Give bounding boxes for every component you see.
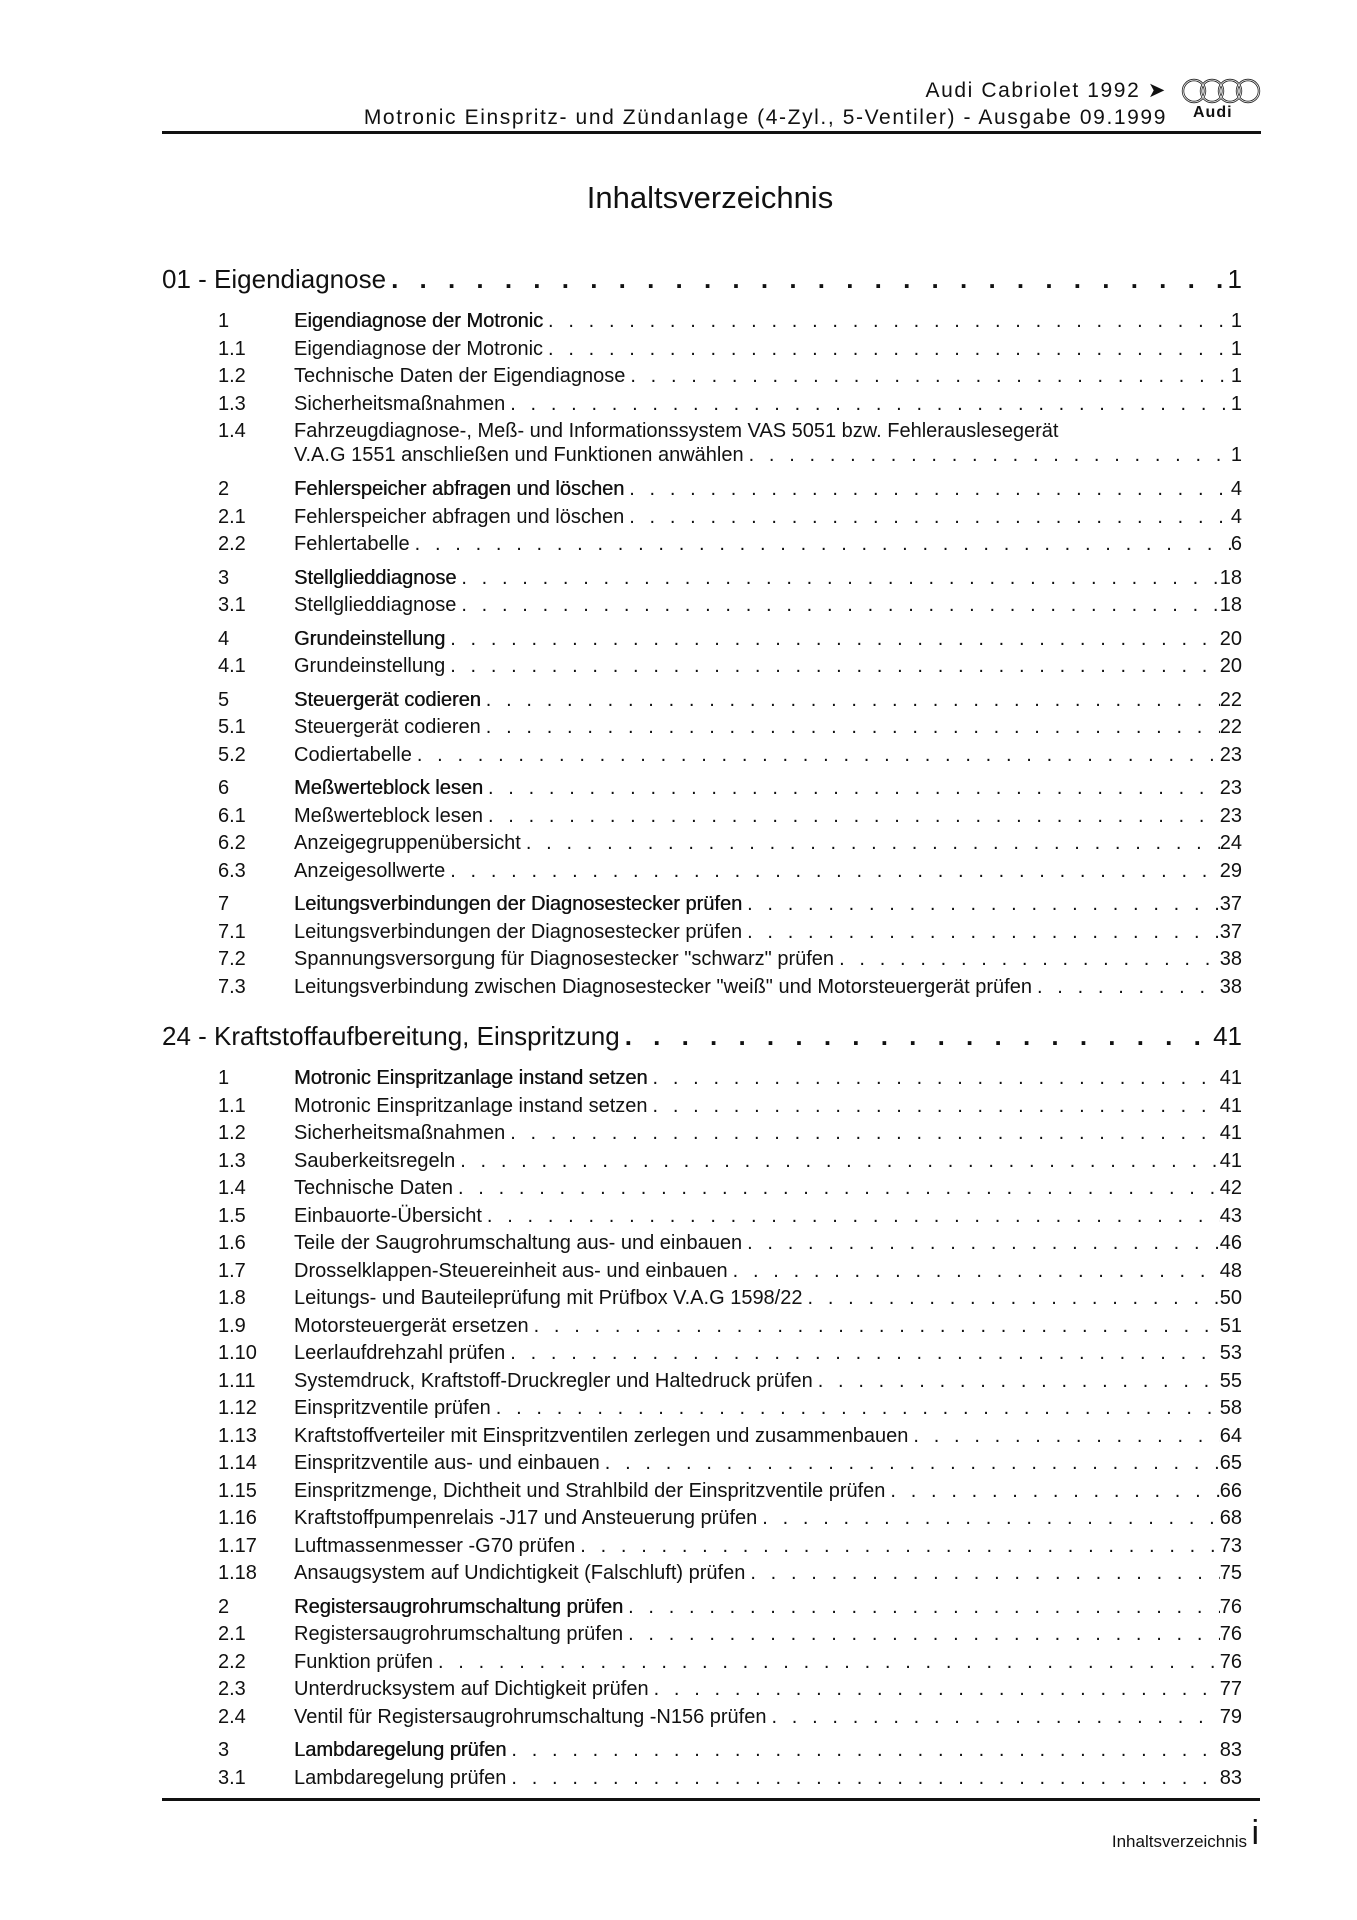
toc-chapter[interactable] (162, 264, 1242, 304)
toc-label: Drosselklappen-Steuereinheit aus- und einbauen (294, 1259, 728, 1282)
toc-page-number: 79 (1219, 1705, 1242, 1728)
toc-page-number: 50 (1219, 1287, 1242, 1309)
toc-page-number: 66 (1219, 1479, 1242, 1502)
toc-subsection[interactable] (162, 921, 1242, 949)
toc-number: 1.12 (218, 1397, 257, 1419)
toc-subsection[interactable] (162, 1260, 1242, 1288)
toc-leader-dots (834, 948, 1220, 971)
toc-subsection[interactable] (162, 860, 1242, 888)
toc-number: 1.9 (218, 1314, 246, 1337)
toc-number: 1.17 (218, 1534, 257, 1557)
toc-label: Registersaugrohrumschaltung prüfen (294, 1623, 624, 1645)
toc-subsection[interactable] (162, 948, 1242, 976)
toc-page-number: 68 (1219, 1507, 1242, 1529)
toc-label: Motronic Einspritzanlage instand setzen (294, 1094, 648, 1117)
toc-label: Fehlerspeicher abfragen und löschen (294, 505, 625, 528)
toc-leader-dots (483, 777, 1220, 800)
toc-number: 1.15 (218, 1479, 257, 1502)
toc-label: Steuergerät codieren (294, 716, 481, 738)
toc-leader-dots (742, 893, 1220, 916)
toc-page-number: 76 (1219, 1650, 1242, 1673)
toc-page-number: 41 (1219, 1122, 1242, 1144)
toc-page-number: 23 (1219, 743, 1242, 766)
toc-number: 1.6 (218, 1232, 246, 1254)
toc-subsection[interactable] (162, 420, 1242, 472)
toc-number: 1.2 (218, 1122, 246, 1144)
toc-subsection[interactable] (162, 1315, 1242, 1343)
toc-page-number: 1 (1230, 444, 1242, 466)
toc-leader-dots (456, 567, 1219, 590)
toc-label: Lambdaregelung prüfen (294, 1739, 507, 1761)
toc-leader-dots (648, 1067, 1220, 1090)
toc-label: Teile der Saugrohrumschaltung aus- und einbauen (294, 1232, 743, 1254)
toc-label: Fehlerspeicher abfragen und löschen (294, 478, 625, 500)
toc-label: Spannungsversorgung für Diagnosestecker "schwarz" prüfen (294, 948, 835, 970)
toc-leader-dots (745, 1562, 1219, 1585)
toc-subsection[interactable] (162, 365, 1242, 393)
toc-page-number: 1 (1230, 392, 1242, 415)
toc-subsection[interactable] (162, 1623, 1242, 1651)
toc-page-number: 76 (1219, 1623, 1242, 1645)
toc-page-number: 58 (1219, 1397, 1242, 1419)
toc-label: Fahrzeugdiagnose-, Meß- und Informationssystem VAS 5051 bzw. Fehlerauslesegerät (294, 420, 1059, 442)
toc-label: Kraftstoffverteiler mit Einspritzventilen zerlegen und zusammenbauen (294, 1424, 909, 1447)
toc-label: Ansaugsystem auf Undichtigkeit (Falschluft) prüfen (294, 1562, 746, 1584)
toc-label: Kraftstoffpumpenrelais -J17 und Ansteuerung prüfen (294, 1507, 758, 1529)
toc-leader-dots (455, 1150, 1220, 1173)
toc-page-number: 38 (1219, 948, 1242, 970)
toc-label: Anzeigesollwerte (294, 859, 446, 882)
toc-page-number: 22 (1219, 716, 1242, 738)
toc-leader-dots (742, 1232, 1220, 1255)
toc-number: 2 (218, 1595, 230, 1618)
toc-page-number: 83 (1219, 1766, 1242, 1789)
toc-leader-dots (600, 1452, 1220, 1475)
toc-leader-dots (453, 1177, 1220, 1200)
toc-subsection[interactable] (162, 716, 1242, 744)
toc-number: 1.11 (218, 1369, 256, 1392)
toc-number: 1 (218, 310, 230, 332)
toc-subsection[interactable] (162, 1452, 1242, 1480)
toc-number: 4.1 (218, 655, 246, 677)
toc-page-number: 55 (1219, 1369, 1242, 1392)
toc-number: 2.2 (218, 533, 246, 555)
toc-page-number: 1 (1230, 310, 1242, 332)
toc-number: 7.2 (218, 948, 246, 970)
toc-section[interactable] (162, 1739, 1242, 1767)
toc-leader-dots (521, 832, 1220, 855)
toc-leader-dots (623, 1596, 1220, 1619)
toc-section[interactable] (162, 478, 1242, 506)
toc-subsection[interactable] (162, 1767, 1242, 1795)
toc-label: Leitungsverbindung zwischen Diagnosestecker "weiß" und Motorsteuergerät prüfen (294, 975, 1032, 998)
toc-page-number: 18 (1219, 594, 1242, 616)
toc-page-number: 51 (1219, 1314, 1242, 1337)
toc-subsection[interactable] (162, 832, 1242, 860)
toc-leader-dots (482, 1205, 1220, 1228)
toc-number: 1.5 (218, 1204, 246, 1227)
toc-label: Technische Daten (294, 1177, 453, 1199)
audi-logo-wordmark: Audi (1193, 104, 1233, 121)
footer-page-number: i (1251, 1814, 1259, 1852)
toc-subsection[interactable] (162, 1287, 1242, 1315)
toc-chapter[interactable] (162, 1021, 1242, 1061)
toc-leader-dots (742, 921, 1220, 944)
toc-page-number: 18 (1219, 566, 1242, 589)
toc-number: 5.1 (218, 716, 246, 738)
toc-subsection[interactable] (162, 1342, 1242, 1370)
toc-number: 3 (218, 1739, 230, 1761)
toc-section[interactable] (162, 310, 1242, 338)
toc-leader-dots (543, 310, 1231, 333)
toc-leader-dots (908, 1425, 1219, 1448)
toc-label: Einbauorte-Übersicht (294, 1204, 482, 1227)
toc-section[interactable] (162, 628, 1242, 656)
toc-subsection[interactable] (162, 1095, 1242, 1123)
footer-rule (162, 1798, 1260, 1801)
toc-page-number: 20 (1219, 627, 1242, 650)
header-manual-title: Motronic Einspritz- und Zündanlage (4-Zyl., 5-Ventiler) - Ausgabe 09.1999 (363, 106, 1167, 129)
toc-number: 1.3 (218, 1149, 246, 1172)
toc-label: Eigendiagnose der Motronic (294, 337, 544, 360)
toc-subsection[interactable] (162, 533, 1242, 561)
toc-leader-dots (506, 1767, 1219, 1790)
toc-label: Leitungsverbindungen der Diagnosestecker prüfen (294, 920, 743, 943)
toc-page-number: 29 (1219, 859, 1242, 882)
toc-label: Grundeinstellung (294, 627, 446, 650)
toc-leader-dots (483, 805, 1220, 828)
toc-label: Steuergerät codieren (294, 688, 481, 711)
toc-label: Technische Daten der Eigendiagnose (294, 365, 626, 387)
toc-label: Grundeinstellung (294, 655, 446, 677)
toc-leader-dots (543, 338, 1231, 361)
toc-number: 1.2 (218, 365, 246, 387)
toc-section[interactable] (162, 1067, 1242, 1095)
toc-page-number: 24 (1219, 832, 1242, 854)
toc-number: 4 (218, 627, 230, 650)
toc-page-number: 73 (1219, 1534, 1242, 1557)
toc-subsection[interactable] (162, 1678, 1242, 1706)
toc-number: 1.1 (218, 337, 246, 360)
toc-leader-dots (575, 1535, 1220, 1558)
toc-number: 2.3 (218, 1678, 246, 1700)
toc-subsection[interactable] (162, 1232, 1242, 1260)
toc-section[interactable] (162, 689, 1242, 717)
toc-page-number: 41 (1219, 1149, 1242, 1172)
toc-subsection[interactable] (162, 1651, 1242, 1679)
toc-number: 6.2 (218, 832, 246, 854)
toc-section[interactable] (162, 567, 1242, 595)
toc-subsection[interactable] (162, 1480, 1242, 1508)
toc-subsection[interactable] (162, 338, 1242, 366)
toc-page-number: 20 (1219, 655, 1242, 677)
toc-leader-dots (744, 444, 1231, 467)
toc-label-continued: V.A.G 1551 anschließen und Funktionen anwählen (294, 444, 744, 466)
toc-page-number: 37 (1219, 920, 1242, 943)
toc-number: 7.3 (218, 975, 246, 998)
toc-leader-dots (506, 1739, 1219, 1762)
toc-leader-dots (624, 478, 1231, 501)
toc-page-number: 65 (1219, 1452, 1242, 1474)
toc-page-number: 1 (1227, 264, 1242, 294)
toc-number: 1 (218, 1067, 230, 1089)
toc-number: 6.1 (218, 804, 246, 827)
toc-subsection[interactable] (162, 976, 1242, 1004)
toc-subsection[interactable] (162, 744, 1242, 772)
toc-leader-dots (620, 1021, 1213, 1052)
toc-number: 5 (218, 688, 230, 711)
toc-leader-dots (433, 1651, 1220, 1674)
toc-label: Motorsteuergerät ersetzen (294, 1314, 529, 1337)
toc-leader-dots (445, 628, 1220, 651)
toc-leader-dots (757, 1507, 1219, 1530)
toc-label: Unterdrucksystem auf Dichtigkeit prüfen (294, 1678, 649, 1700)
toc-leader-dots (491, 1397, 1220, 1420)
toc-leader-dots (386, 264, 1227, 295)
toc-leader-dots (505, 393, 1231, 416)
toc-leader-dots (412, 744, 1220, 767)
toc-label: Funktion prüfen (294, 1650, 433, 1673)
toc-number: 2.1 (218, 1623, 246, 1645)
toc-subsection[interactable] (162, 1122, 1242, 1150)
toc-leader-dots (505, 1122, 1220, 1145)
toc-label: Ventil für Registersaugrohrumschaltung -N156 prüfen (294, 1705, 767, 1728)
toc-page-number: 1 (1230, 365, 1242, 387)
toc-leader-dots (648, 1095, 1220, 1118)
toc-page-number: 76 (1219, 1595, 1242, 1618)
toc-page-number: 83 (1219, 1739, 1242, 1761)
toc-subsection[interactable] (162, 1150, 1242, 1178)
toc-number: 2.2 (218, 1650, 246, 1673)
toc-section[interactable] (162, 1596, 1242, 1624)
toc-number: 3.1 (218, 1766, 246, 1789)
toc-number: 1.10 (218, 1342, 257, 1364)
toc-subsection[interactable] (162, 1535, 1242, 1563)
toc-page-number: 75 (1219, 1562, 1242, 1584)
toc-number: 7.1 (218, 920, 246, 943)
toc-number: 3 (218, 566, 230, 589)
toc-subsection[interactable] (162, 1507, 1242, 1535)
toc-label: Stellglieddiagnose (294, 566, 457, 589)
toc-subsection[interactable] (162, 1706, 1242, 1734)
toc-number: 1.4 (218, 420, 246, 442)
header-rule (162, 131, 1261, 134)
toc-leader-dots (623, 1623, 1220, 1646)
toc-subsection[interactable] (162, 393, 1242, 421)
toc-label: Leitungsverbindungen der Diagnosestecker prüfen (294, 893, 743, 915)
toc-label: Sicherheitsmaßnahmen (294, 392, 506, 415)
toc-number: 1.14 (218, 1452, 257, 1474)
toc-subsection[interactable] (162, 506, 1242, 534)
toc-leader-dots (649, 1678, 1220, 1701)
toc-page-number: 1 (1230, 337, 1242, 360)
toc-leader-dots (728, 1260, 1220, 1283)
toc-leader-dots (885, 1480, 1219, 1503)
toc-leader-dots (445, 655, 1220, 678)
toc-label: 24 - Kraftstoffaufbereitung, Einspritzung (162, 1021, 620, 1051)
toc-number: 6.3 (218, 859, 246, 882)
toc-leader-dots (481, 689, 1220, 712)
toc-subsection[interactable] (162, 1177, 1242, 1205)
toc-page-number: 64 (1219, 1424, 1242, 1447)
toc-page-number: 41 (1219, 1067, 1242, 1089)
toc-page-number: 6 (1230, 533, 1242, 555)
toc-label: Sicherheitsmaßnahmen (294, 1122, 506, 1144)
toc-label: 01 - Eigendiagnose (162, 264, 387, 294)
toc-leader-dots (505, 1342, 1219, 1365)
toc-leader-dots (456, 594, 1219, 617)
toc-number: 1.7 (218, 1259, 246, 1282)
toc-subsection[interactable] (162, 594, 1242, 622)
toc-number: 5.2 (218, 743, 246, 766)
header-vehicle: Audi Cabriolet 1992 ➤ (925, 79, 1167, 102)
toc-label: Einspritzventile prüfen (294, 1397, 491, 1419)
toc-number: 1.4 (218, 1177, 246, 1199)
toc-label: Lambdaregelung prüfen (294, 1766, 507, 1789)
toc-number: 2 (218, 478, 230, 500)
toc-page-number: 46 (1219, 1232, 1242, 1254)
toc-leader-dots (624, 506, 1231, 529)
toc-page-number: 23 (1219, 804, 1242, 827)
toc-label: Codiertabelle (294, 743, 412, 766)
toc-number: 1.13 (218, 1424, 257, 1447)
toc-subsection[interactable] (162, 1562, 1242, 1590)
toc-page-number: 4 (1230, 505, 1242, 528)
toc-leader-dots (410, 533, 1231, 556)
toc-label: Motronic Einspritzanlage instand setzen (294, 1067, 648, 1089)
toc-subsection[interactable] (162, 805, 1242, 833)
table-of-contents (162, 258, 1242, 1794)
toc-number: 6 (218, 777, 230, 799)
toc-page-number: 4 (1230, 478, 1242, 500)
toc-page-number: 38 (1219, 975, 1242, 998)
toc-subsection[interactable] (162, 1397, 1242, 1425)
toc-page-number: 77 (1219, 1678, 1242, 1700)
toc-leader-dots (766, 1706, 1219, 1729)
toc-label: Registersaugrohrumschaltung prüfen (294, 1595, 624, 1618)
toc-label: Meßwerteblock lesen (294, 804, 483, 827)
toc-label: Luftmassenmesser -G70 prüfen (294, 1534, 576, 1557)
page-title: Inhaltsverzeichnis (586, 180, 834, 215)
toc-subsection[interactable] (162, 1205, 1242, 1233)
toc-number: 1.1 (218, 1094, 246, 1117)
toc-subsection[interactable] (162, 655, 1242, 683)
toc-section[interactable] (162, 777, 1242, 805)
toc-label: Meßwerteblock lesen (294, 777, 483, 799)
toc-number: 2.4 (218, 1705, 246, 1728)
toc-label: Systemdruck, Kraftstoff-Druckregler und Haltedruck prüfen (294, 1369, 813, 1392)
toc-page-number: 41 (1213, 1021, 1242, 1051)
toc-leader-dots (1032, 976, 1220, 999)
toc-leader-dots (625, 365, 1231, 388)
toc-leader-dots (481, 716, 1220, 739)
toc-page-number: 48 (1219, 1259, 1242, 1282)
toc-label: Sauberkeitsregeln (294, 1149, 456, 1172)
toc-number: 3.1 (218, 594, 246, 616)
toc-label: Leerlaufdrehzahl prüfen (294, 1342, 506, 1364)
toc-subsection[interactable] (162, 1425, 1242, 1453)
toc-number: 2.1 (218, 505, 246, 528)
toc-number: 1.3 (218, 392, 246, 415)
toc-number: 7 (218, 893, 230, 915)
toc-leader-dots (445, 860, 1220, 883)
toc-page-number: 37 (1219, 893, 1242, 915)
toc-label: Stellglieddiagnose (294, 594, 457, 616)
toc-number: 1.16 (218, 1507, 257, 1529)
toc-page-number: 22 (1219, 688, 1242, 711)
toc-label: Leitungs- und Bauteileprüfung mit Prüfbox V.A.G 1598/22 (294, 1287, 803, 1309)
toc-page-number: 41 (1219, 1094, 1242, 1117)
toc-label: Einspritzventile aus- und einbauen (294, 1452, 600, 1474)
toc-number: 1.8 (218, 1287, 246, 1309)
toc-page-number: 42 (1219, 1177, 1242, 1199)
toc-label: Fehlertabelle (294, 533, 410, 555)
toc-label: Einspritzmenge, Dichtheit und Strahlbild der Einspritzventile prüfen (294, 1479, 886, 1502)
toc-page-number: 53 (1219, 1342, 1242, 1364)
toc-leader-dots (813, 1370, 1220, 1393)
toc-leader-dots (803, 1287, 1220, 1310)
toc-page-number: 23 (1219, 777, 1242, 799)
toc-page-number: 43 (1219, 1204, 1242, 1227)
toc-label: Anzeigegruppenübersicht (294, 832, 521, 854)
toc-number: 1.18 (218, 1562, 257, 1584)
toc-section[interactable] (162, 893, 1242, 921)
footer-section-name: Inhaltsverzeichnis (1111, 1832, 1247, 1851)
toc-label: Eigendiagnose der Motronic (294, 310, 544, 332)
toc-subsection[interactable] (162, 1370, 1242, 1398)
toc-leader-dots (529, 1315, 1220, 1338)
